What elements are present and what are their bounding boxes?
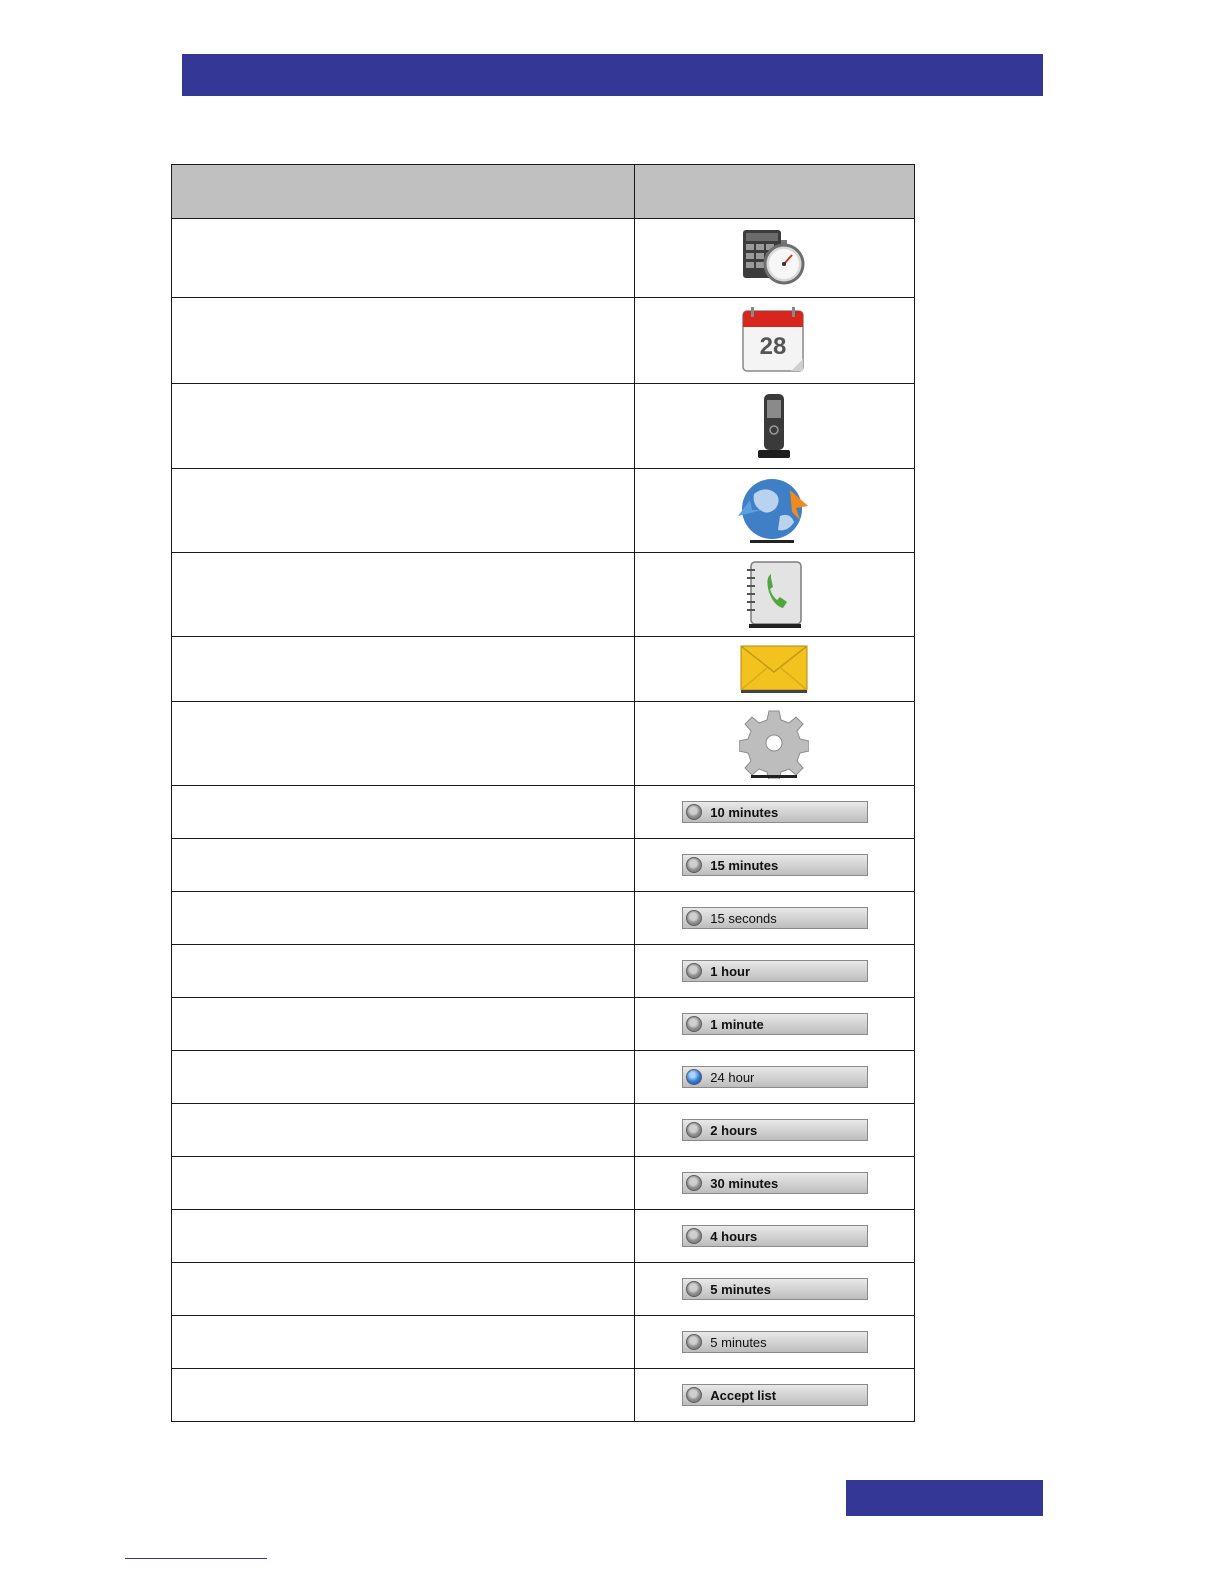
table-row xyxy=(172,1051,915,1104)
row-description xyxy=(172,219,635,298)
page-header-bar xyxy=(182,54,1043,96)
option-button[interactable] xyxy=(682,1225,868,1247)
icon-reference-table xyxy=(171,164,915,1422)
envelope-icon xyxy=(739,644,809,694)
option-button[interactable] xyxy=(682,1278,868,1300)
calculator-stopwatch-icon xyxy=(741,228,807,288)
option-button[interactable] xyxy=(682,1172,868,1194)
option-label: 15 minutes xyxy=(710,857,779,873)
gear-icon xyxy=(739,709,809,779)
footer-link-underline xyxy=(125,1558,267,1559)
option-label: 24 hour xyxy=(710,1069,755,1085)
table-row xyxy=(172,384,915,469)
option-label: 15 seconds xyxy=(710,910,777,926)
row-description xyxy=(172,892,635,945)
table-row xyxy=(172,1316,915,1369)
radio-indicator-icon xyxy=(686,804,702,820)
option-label: 2 hours xyxy=(710,1122,758,1138)
option-label: 5 minutes xyxy=(710,1281,771,1297)
calendar-day-number: 28 xyxy=(759,332,787,360)
table-row xyxy=(172,553,915,637)
option-label: 4 hours xyxy=(710,1228,758,1244)
row-description xyxy=(172,998,635,1051)
handset-phone-icon xyxy=(753,392,795,460)
table-header-cell xyxy=(634,165,914,219)
table-row xyxy=(172,219,915,298)
table-header-cell xyxy=(172,165,635,219)
option-label: 1 minute xyxy=(710,1016,764,1032)
radio-indicator-icon xyxy=(686,1175,702,1191)
row-description xyxy=(172,945,635,998)
row-description xyxy=(172,1104,635,1157)
row-description xyxy=(172,1210,635,1263)
radio-indicator-icon xyxy=(686,1387,702,1403)
radio-indicator-icon xyxy=(686,963,702,979)
phonebook-icon xyxy=(739,560,809,630)
row-description xyxy=(172,1157,635,1210)
radio-indicator-icon xyxy=(686,1016,702,1032)
table-row xyxy=(172,945,915,998)
option-button[interactable] xyxy=(682,960,868,982)
row-description xyxy=(172,469,635,553)
row-description xyxy=(172,839,635,892)
table-row xyxy=(172,1157,915,1210)
row-description xyxy=(172,702,635,786)
row-description xyxy=(172,553,635,637)
option-label: 5 minutes xyxy=(710,1334,767,1350)
radio-selected-icon xyxy=(686,1069,702,1085)
radio-indicator-icon xyxy=(686,1122,702,1138)
option-button[interactable] xyxy=(682,1331,868,1353)
row-description xyxy=(172,298,635,384)
table-row xyxy=(172,469,915,553)
option-button[interactable] xyxy=(682,801,868,823)
row-description xyxy=(172,1263,635,1316)
option-label: 10 minutes xyxy=(710,804,779,820)
row-description xyxy=(172,637,635,702)
table-row xyxy=(172,702,915,786)
table-row xyxy=(172,298,915,384)
accept-list-button[interactable] xyxy=(682,1384,868,1406)
row-description xyxy=(172,1051,635,1104)
radio-indicator-icon xyxy=(686,857,702,873)
table-row xyxy=(172,637,915,702)
globe-arrows-icon xyxy=(734,476,814,546)
table-row xyxy=(172,786,915,839)
table-row xyxy=(172,1210,915,1263)
table-row xyxy=(172,839,915,892)
radio-indicator-icon xyxy=(686,1281,702,1297)
option-button[interactable] xyxy=(682,1119,868,1141)
radio-indicator-icon xyxy=(686,1334,702,1350)
table-header-row xyxy=(172,165,915,219)
option-label: 30 minutes xyxy=(710,1175,779,1191)
calendar-icon xyxy=(741,307,807,375)
option-label: 1 hour xyxy=(710,963,751,979)
page-footer-bar xyxy=(846,1480,1043,1516)
option-button[interactable] xyxy=(682,1013,868,1035)
radio-indicator-icon xyxy=(686,910,702,926)
table-row xyxy=(172,1369,915,1422)
table-row xyxy=(172,998,915,1051)
option-button-selected[interactable] xyxy=(682,1066,868,1088)
option-button[interactable] xyxy=(682,907,868,929)
table-row xyxy=(172,1263,915,1316)
option-label: Accept list xyxy=(710,1387,777,1403)
option-button[interactable] xyxy=(682,854,868,876)
row-description xyxy=(172,1316,635,1369)
table-row xyxy=(172,1104,915,1157)
row-description xyxy=(172,384,635,469)
table-row xyxy=(172,892,915,945)
radio-indicator-icon xyxy=(686,1228,702,1244)
row-description xyxy=(172,1369,635,1422)
row-description xyxy=(172,786,635,839)
